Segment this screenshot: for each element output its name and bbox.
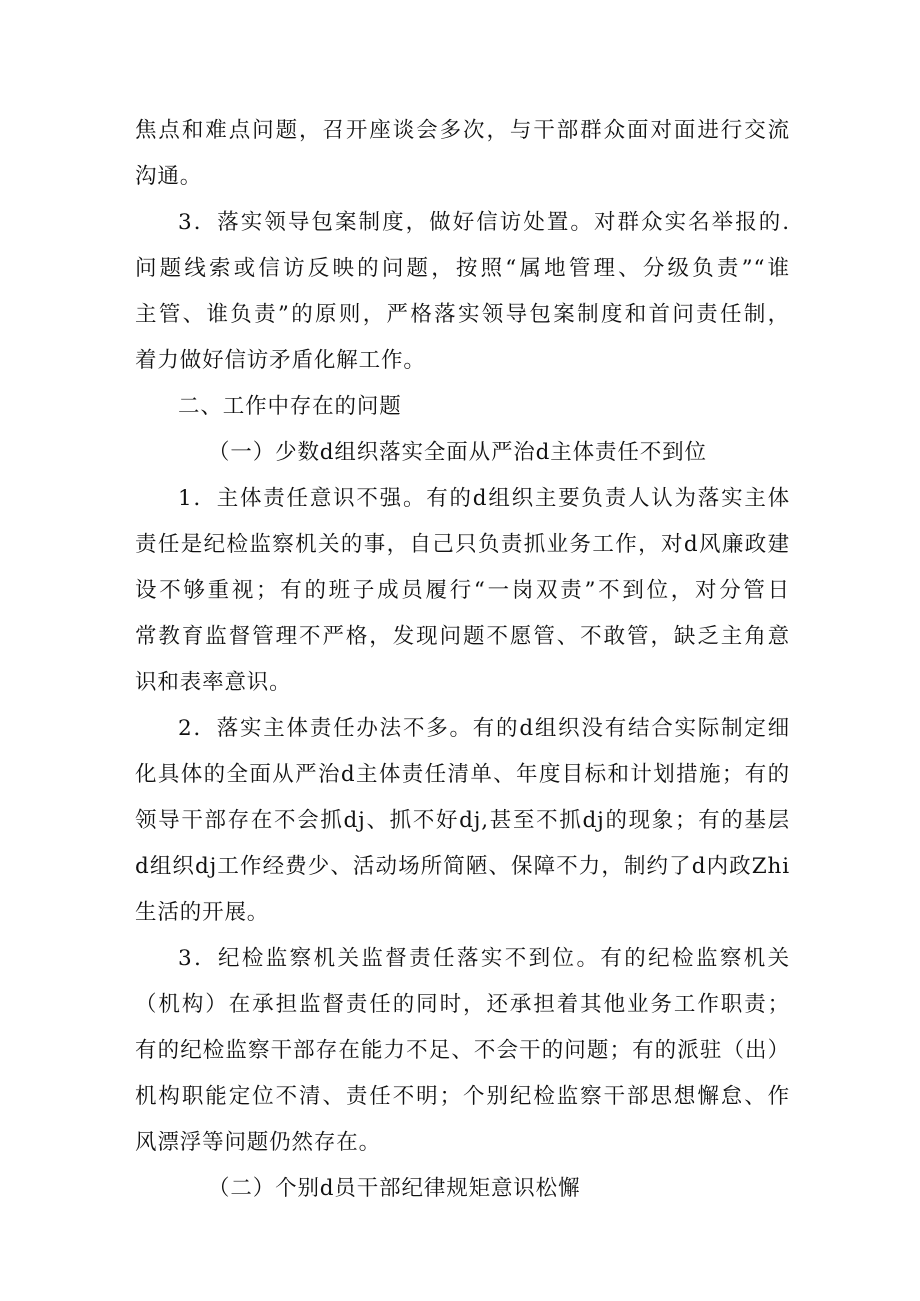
paragraph-line: 3．落实领导包案制度，做好信访处置。对群众实名举报的.: [178, 210, 790, 235]
paragraph-line: 问题线索或信访反映的问题，按照“属地管理、分级负责”“谁: [135, 256, 790, 281]
paragraph-line: 主管、谁负责”的原则，严格落实领导包案制度和首问责任制，: [135, 302, 790, 327]
paragraph-line: 着力做好信访矛盾化解工作。: [135, 348, 426, 373]
paragraph-line: 沟通。: [135, 164, 203, 189]
section-heading: 二、工作中存在的问题: [178, 394, 402, 419]
paragraph-line: 3．纪检监察机关监督责任落实不到位。有的纪检监察机关: [178, 946, 790, 971]
paragraph-line: 机构职能定位不清、责任不明；个别纪检监察干部思想懈怠、作: [135, 1084, 790, 1109]
paragraph-line: 常教育监督管理不严格，发现问题不愿管、不敢管，缺乏主角意: [135, 624, 790, 649]
subsection-heading: （一）少数d组织落实全面从严治d主体责任不到位: [208, 440, 707, 465]
paragraph-line: 设不够重视；有的班子成员履行“一岗双责”不到位，对分管日: [135, 578, 790, 603]
paragraph-line: （机构）在承担监督责任的同时，还承担着其他业务工作职责；: [135, 992, 790, 1017]
paragraph-line: 焦点和难点问题，召开座谈会多次，与干部群众面对面进行交流: [135, 118, 790, 143]
document-body: [135, 108, 790, 1212]
paragraph-line: 风漂浮等问题仍然存在。: [135, 1130, 381, 1155]
paragraph-line: 2．落实主体责任办法不多。有的d组织没有结合实际制定细: [178, 716, 790, 741]
paragraph-line: 有的纪检监察干部存在能力不足、不会干的问题；有的派驻（出）: [135, 1038, 790, 1063]
paragraph-line: 责任是纪检监察机关的事，自己只负责抓业务工作，对d风廉政建: [135, 532, 790, 557]
paragraph-line: 生活的开展。: [135, 900, 270, 925]
subsection-heading: （二）个别d员干部纪律规矩意识松懈: [208, 1176, 581, 1201]
paragraph-line: 化具体的全面从严治d主体责任清单、年度目标和计划措施；有的: [135, 762, 790, 787]
paragraph-line: 识和表率意识。: [135, 670, 292, 695]
paragraph-line: 领导干部存在不会抓dj、抓不好dj,甚至不抓dj的现象；有的基层: [135, 808, 790, 833]
paragraph-line: d组织dj工作经费少、活动场所简陋、保障不力，制约了d内政Zhi: [135, 854, 790, 879]
paragraph-line: 1．主体责任意识不强。有的d组织主要负责人认为落实主体: [178, 486, 790, 511]
